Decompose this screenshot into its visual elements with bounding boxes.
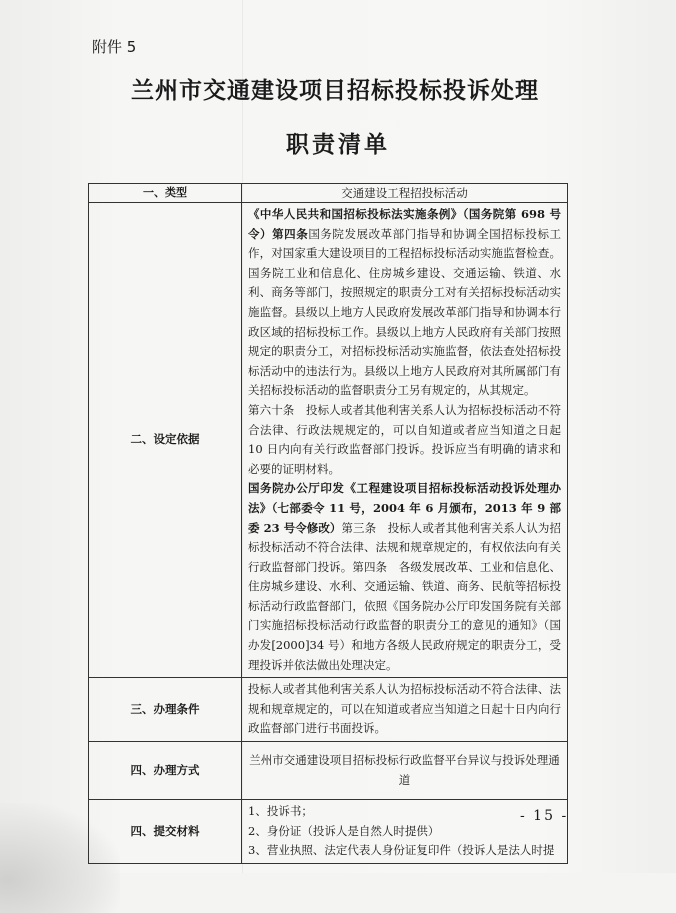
row-value-materials (242, 800, 568, 864)
row-value-type: 交通建设工程招投标活动 (242, 184, 568, 203)
table-row (89, 742, 568, 800)
document-subtitle: 职责清单 (286, 131, 390, 158)
materials-item: 2、身份证（投诉人是自然人时提供） (248, 823, 440, 838)
basis-paragraph-3 (248, 479, 561, 675)
attachment-label: 附件 5 (92, 38, 137, 56)
table-row (89, 678, 568, 742)
basis-law-title-2: 国务院办公厅印发《工程建设项目招标投标活动投诉处理办法》（七部委令 11 号，2004 年 6 月颁布，2013 年 9 部委 23 号令修改） (248, 481, 561, 535)
page-number: - 15 - (520, 808, 569, 824)
row-value-basis (242, 203, 568, 678)
basis-law-text-2: 第三条 投标人或者其他利害关系人认为招标投标活动不符合法律、法规和规章规定的，有权依法向有关行政监督部门投诉。第四条 各级发展改革、工业和信息化、住房城乡建设、水利、交通运输、铁道、商务、民航等招标投标活动行政监督部门，依照《国务院办公厅印发国务院有关部门实施招标投标活动行政监督的职责分工的意见的通知》（国办发[2000]34 号）和地方各级人民政府规定的职责分工，受理投诉并依法做出处理决定。 (248, 520, 561, 672)
materials-item: 3、营业执照、法定代表人身份证复印件（投诉人是法人时提 (248, 843, 555, 858)
responsibility-table (88, 183, 568, 864)
basis-law-text-1: 国务院发展改革部门指导和协调全国招标投标工作，对国家重大建设项目的工程招标投标活动实施监督检查。国务院工业和信息化、住房城乡建设、交通运输、铁道、水利、商务等部门，按照规定的职责分工对有关招标投标活动实施监督。县级以上地方人民政府发展改革部门指导和协调本行政区域的招标投标工作。县级以上地方人民政府有关部门按照规定的职责分工，对招标投标活动实施监督，依法查处招标投标活动中的违法行为。县级以上地方人民政府对其所属部门有关招标投标活动的监督职责分工另有规定的，从其规定。 (248, 226, 562, 398)
basis-paragraph-1 (248, 205, 561, 401)
row-value-method: 兰州市交通建设项目招标投标行政监督平台异议与投诉处理通道 (242, 742, 568, 800)
row-label-method: 四、办理方式 (89, 742, 242, 800)
row-label-type: 一、类型 (89, 184, 242, 203)
row-label-materials: 四、提交材料 (89, 800, 242, 864)
table-row (89, 203, 568, 678)
table-row (89, 800, 568, 864)
document-title: 兰州市交通建设项目招标投标投诉处理 (131, 77, 539, 104)
basis-law-title-1: 《中华人民共和国招标投标法实施条例》（国务院第 698 号令）第四条 (248, 207, 561, 241)
row-value-conditions: 投标人或者其他利害关系人认为招标投标活动不符合法律、法规和规章规定的，可以在知道或者应当知道之日起十日内向行政监督部门进行书面投诉。 (242, 678, 568, 742)
row-label-conditions: 三、办理条件 (89, 678, 242, 742)
row-label-basis: 二、设定依据 (89, 203, 242, 678)
table-row (89, 184, 568, 203)
materials-item: 1、投诉书； (248, 804, 313, 819)
basis-paragraph-2: 第六十条 投标人或者其他利害关系人认为招标投标活动不符合法律、行政法规规定的，可以自知道或者应当知道之日起 10 日内向有关行政监督部门投诉。投诉应当有明确的请求和必要的证明材料。 (248, 402, 561, 476)
